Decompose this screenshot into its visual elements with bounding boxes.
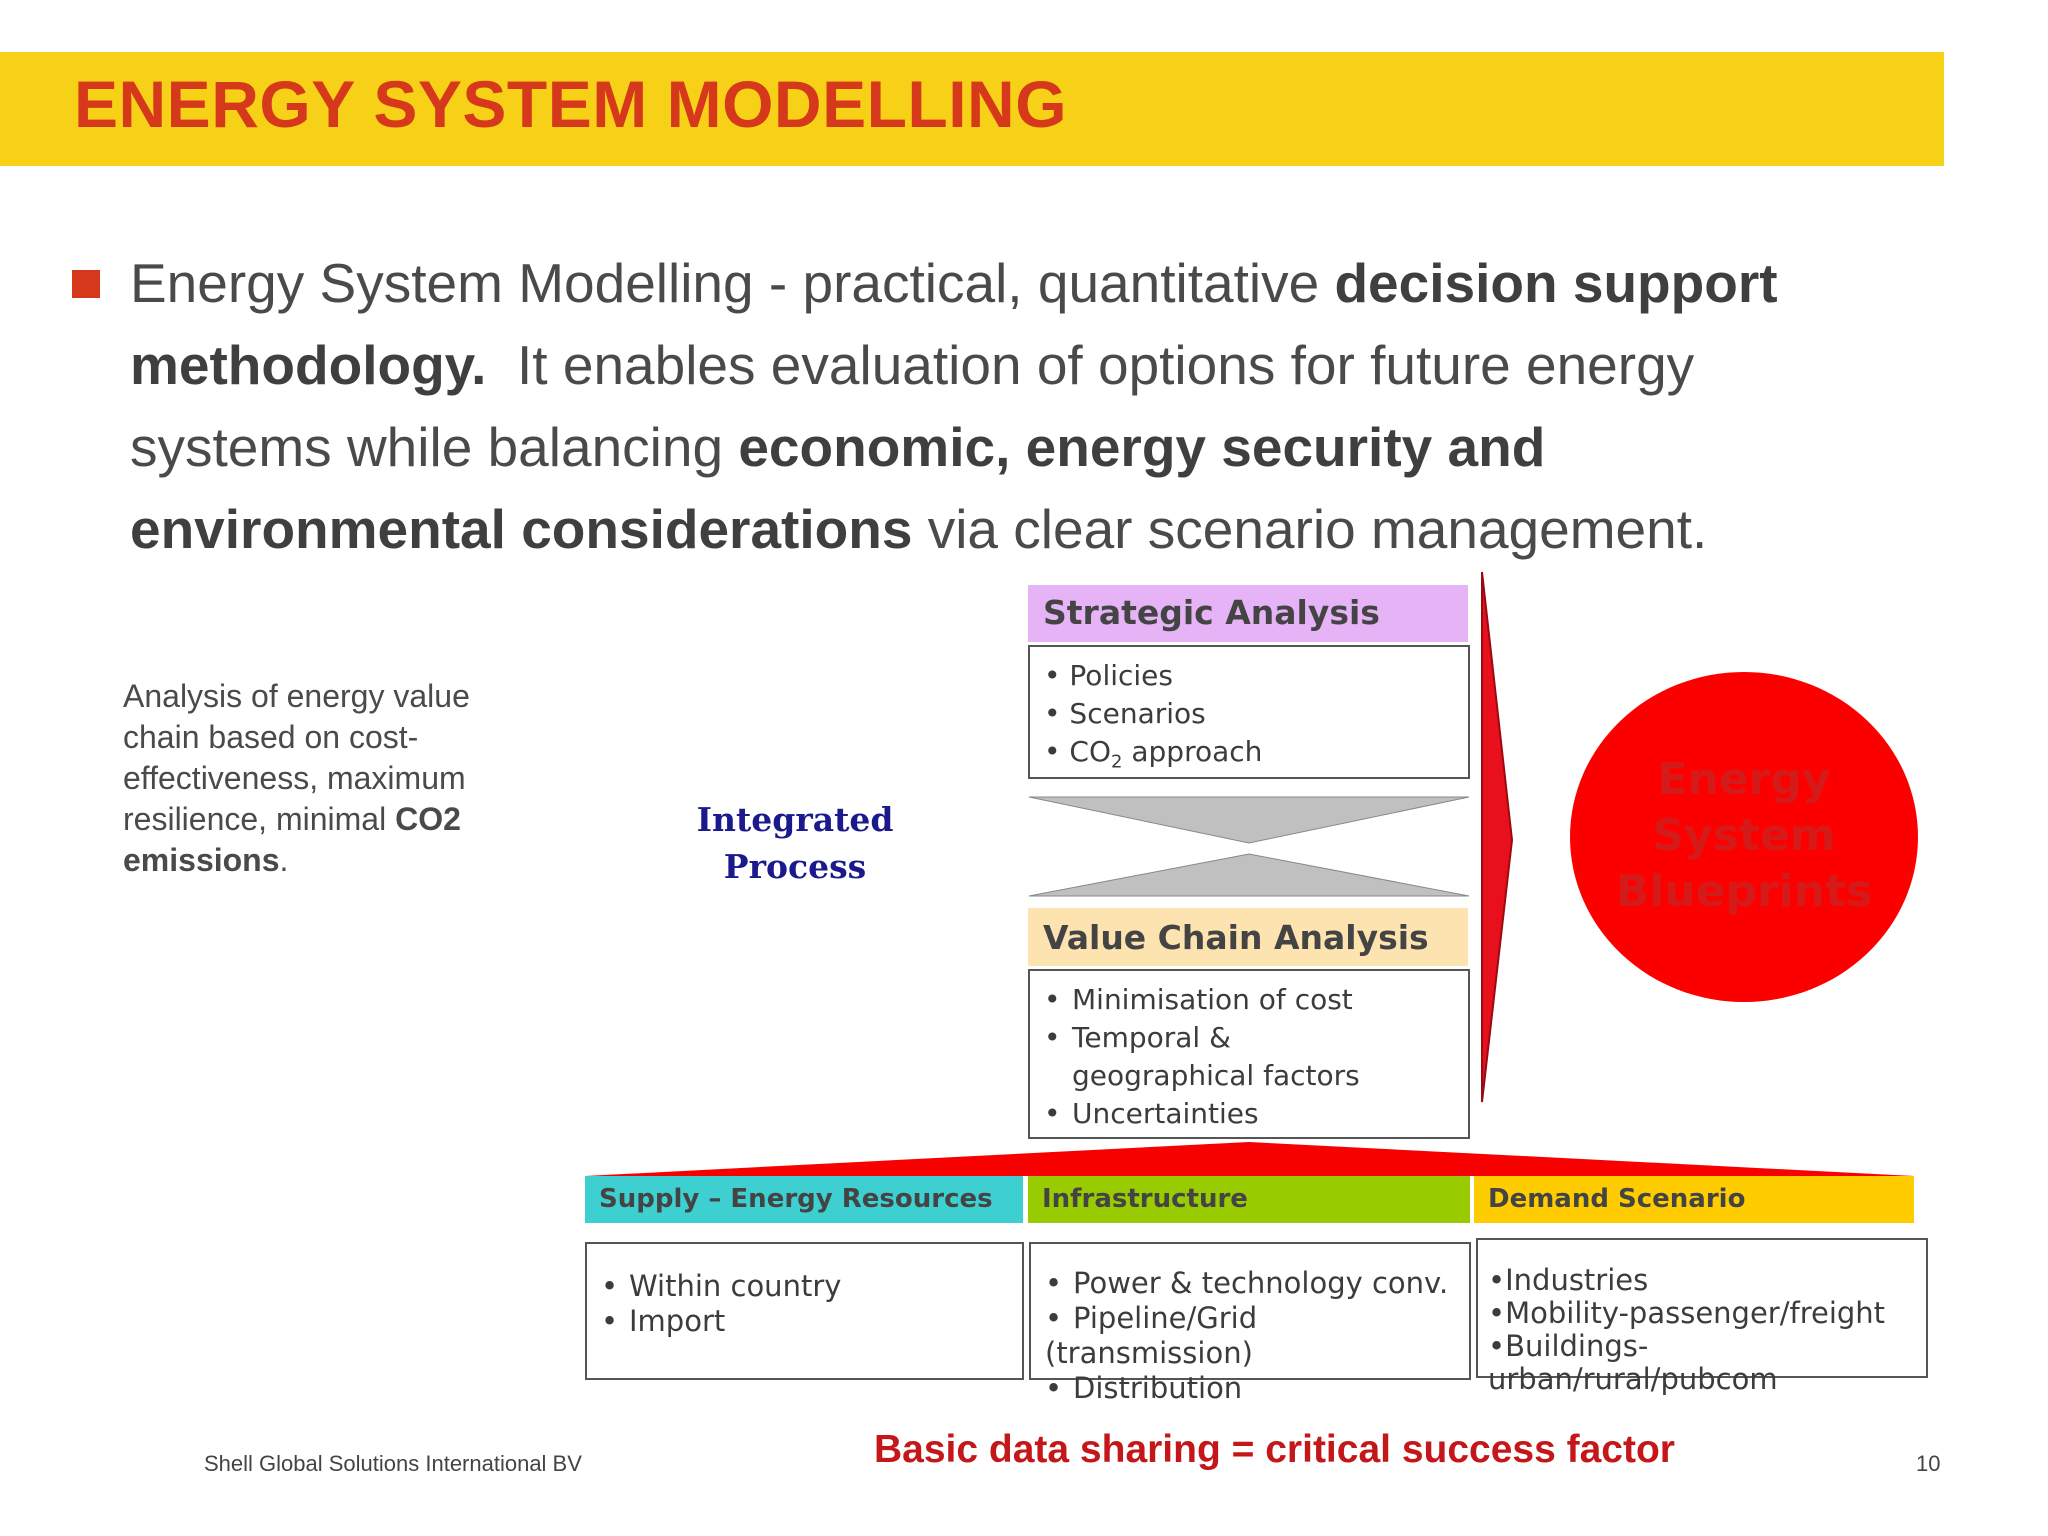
right-arrow-shape <box>1482 572 1512 1102</box>
strategic-analysis-header: Strategic Analysis <box>1028 585 1468 642</box>
hourglass-bottom-triangle <box>1029 854 1469 896</box>
page-number: 10 <box>1916 1451 1941 1476</box>
value-chain-item: • Temporal & geographical factors <box>1044 1021 1360 1092</box>
value-chain-item: • Minimisation of cost <box>1044 983 1353 1016</box>
main-text-part2: It enables evaluation of options for future energy systems while balancing <box>130 334 1710 478</box>
value-chain-analysis-box <box>1028 969 1470 1139</box>
energy-system-blueprints-label <box>1570 752 1918 920</box>
footer-company: Shell Global Solutions International BV <box>204 1451 582 1476</box>
strategic-item-policies: • Policies <box>1044 659 1173 692</box>
supply-header: Supply – Energy Resources <box>585 1176 1023 1223</box>
blueprint-line3: Blueprints <box>1615 866 1873 917</box>
infrastructure-item: • Pipeline/Grid (transmission) <box>1045 1301 1258 1370</box>
demand-scenario-box <box>1476 1238 1928 1396</box>
main-bold-part2: economic, energy security and environmental considerations <box>130 416 1546 560</box>
side-note-text: Analysis of energy value chain based on cost-effectiveness, maximum resilience, minimal <box>123 678 470 837</box>
side-note-bold-co2: CO2 <box>395 801 461 837</box>
demand-item: •Mobility-passenger/freight <box>1488 1296 1886 1330</box>
blueprint-line2: System <box>1652 810 1836 861</box>
slide-title: ENERGY SYSTEM MODELLING <box>74 67 1068 141</box>
blueprint-line1: Energy <box>1657 754 1831 805</box>
demand-item: •Industries <box>1488 1263 1649 1297</box>
integrated-line1: Integrated <box>696 800 894 839</box>
hourglass-top-triangle <box>1029 797 1469 843</box>
demand-scenario-header: Demand Scenario <box>1474 1176 1914 1223</box>
strategic-analysis-box <box>1028 645 1470 779</box>
main-text-part1: Energy System Modelling - practical, quantitative <box>130 252 1335 314</box>
strategic-item-co2: • $CO_2$ approach <box>1044 735 1263 773</box>
supply-box <box>585 1242 1024 1380</box>
supply-item: • Import <box>601 1304 726 1338</box>
side-note-bold-emissions: emissions <box>123 842 280 878</box>
integrated-line2: Process <box>723 847 867 886</box>
value-chain-analysis-header: Value Chain Analysis <box>1028 908 1468 966</box>
infrastructure-box <box>1029 1242 1471 1405</box>
side-note-end: . <box>279 842 289 878</box>
value-chain-item: • Uncertainties <box>1044 1097 1259 1130</box>
demand-item: •Buildings-urban/rural/pubcom <box>1488 1329 1778 1396</box>
supply-item: • Within country <box>601 1269 842 1303</box>
main-bold-part1: decision support methodology. <box>130 252 1778 396</box>
infrastructure-item: • Power & technology conv. <box>1045 1266 1449 1300</box>
infrastructure-header: Infrastructure <box>1028 1176 1470 1223</box>
roof-triangle <box>585 1142 1914 1176</box>
strategic-item-scenarios: • Scenarios <box>1044 697 1206 730</box>
main-text-part3: via clear scenario management. <box>912 498 1708 560</box>
critical-success-factor: Basic data sharing = critical success factor <box>874 1428 1675 1471</box>
infrastructure-item: • Distribution <box>1045 1371 1243 1405</box>
